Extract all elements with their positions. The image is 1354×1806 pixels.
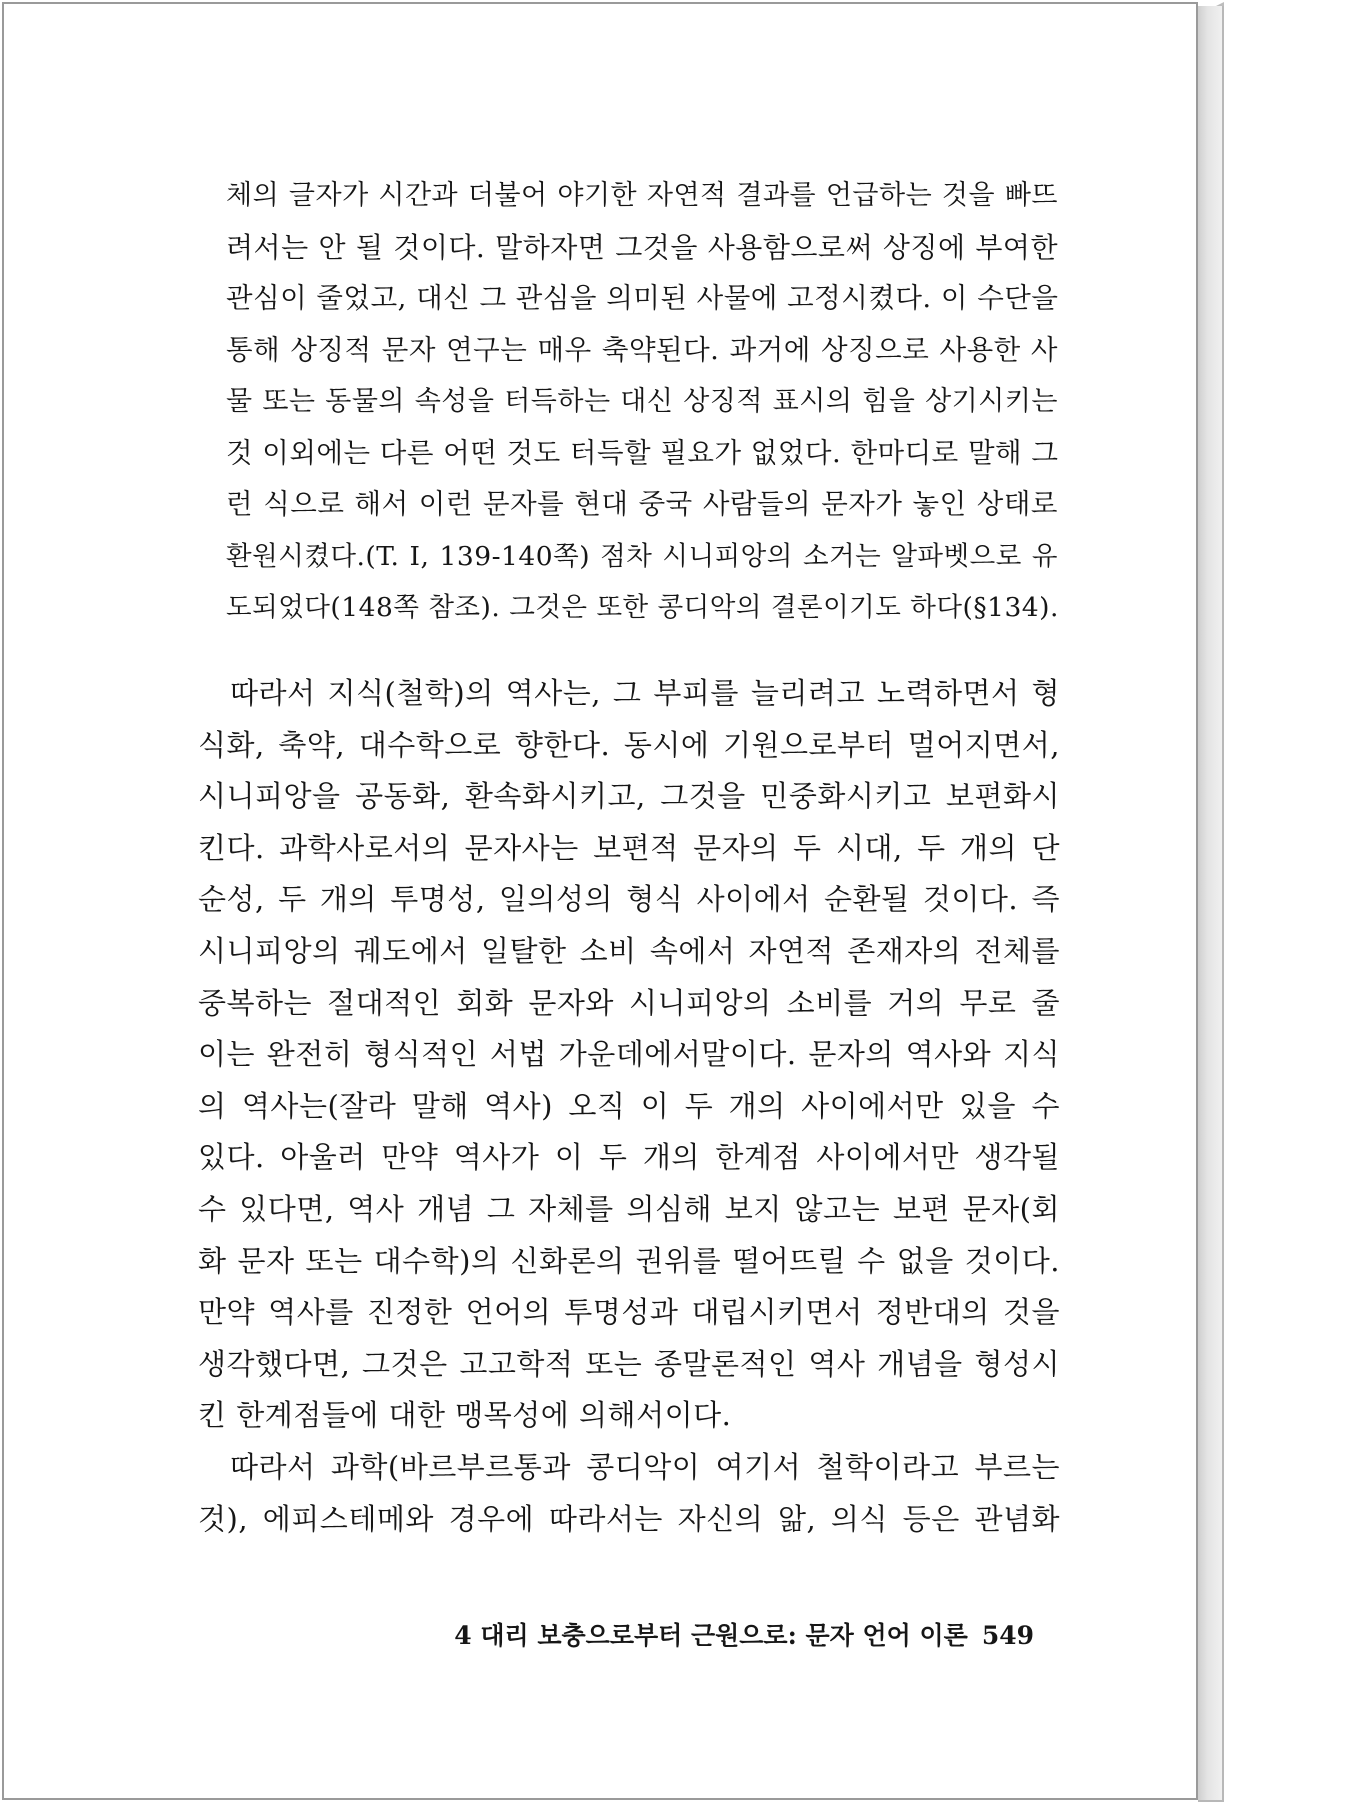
quote-line: 환원시켰다.(T. I, 139-140쪽) 점차 시니피앙의 소거는 알파벳으로 유 (226, 540, 1058, 572)
paragraph-line: 순성, 두 개의 투명성, 일의성의 형식 사이에서 순환될 것이다. 즉 (198, 882, 1060, 917)
quote-line: 체의 글자가 시간과 더불어 야기한 자연적 결과를 언급하는 것을 빠뜨 (226, 180, 1058, 211)
paragraph-line: 따라서 과학(바르부르통과 콩디악이 여기서 철학이라고 부르는 (230, 1449, 1060, 1484)
paragraph-line: 것), 에피스테메와 경우에 따라서는 자신의 앎, 의식 등은 관념화 (198, 1501, 1060, 1536)
paragraph-line: 시니피앙을 공동화, 환속화시키고, 그것을 민중화시키고 보편화시 (198, 779, 1060, 814)
main-text (198, 668, 1060, 1545)
paragraph-line: 따라서 지식(철학)의 역사는, 그 부피를 늘리려고 노력하면서 형 (230, 676, 1060, 710)
quote-line: 려서는 안 될 것이다. 말하자면 그것을 사용함으로써 상징에 부여한 (226, 230, 1058, 264)
quote-line: 통해 상징적 문자 연구는 매우 축약된다. 과거에 상징으로 사용한 사 (226, 333, 1058, 366)
paragraph-line: 만약 역사를 진정한 언어의 투명성과 대립시키면서 정반대의 것을 (198, 1295, 1060, 1330)
paragraph-line: 중복하는 절대적인 회화 문자와 시니피앙의 소비를 거의 무로 줄 (198, 985, 1060, 1020)
quote-line: 도되었다(148쪽 참조). 그것은 또한 콩디악의 결론이기도 하다(§134). (226, 592, 1059, 623)
quote-line: 것 이외에는 다른 어떤 것도 터득할 필요가 없었다. 한마디로 말해 그 (226, 436, 1059, 469)
paragraph-line: 있다. 아울러 만약 역사가 이 두 개의 한계점 사이에서만 생각될 (198, 1140, 1060, 1175)
paragraph-1 (198, 668, 1060, 1442)
paragraph-line: 식화, 축약, 대수학으로 향한다. 동시에 기원으로부터 멀어지면서, (198, 727, 1060, 762)
paragraph-line: 킨 한계점들에 대한 맹목성에 의해서이다. (198, 1398, 732, 1433)
paragraph-line: 킨다. 과학사로서의 문자사는 보편적 문자의 두 시대, 두 개의 단 (198, 830, 1060, 865)
quote-line: 관심이 줄었고, 대신 그 관심을 의미된 사물에 고정시켰다. 이 수단을 (226, 282, 1059, 314)
paragraph-line: 생각했다면, 그것은 고고학적 또는 종말론적인 역사 개념을 형성시 (198, 1346, 1060, 1381)
page-number: 549 (981, 1621, 1034, 1650)
running-footer (454, 1616, 1034, 1652)
page-edge (1198, 6, 1224, 1802)
block-quote (226, 170, 1058, 634)
paragraph-line: 이는 완전히 형식적인 서법 가운데에서말이다. 문자의 역사와 지식 (198, 1037, 1060, 1072)
quote-line: 런 식으로 해서 이런 문자를 현대 중국 사람들의 문자가 놓인 상태로 (226, 488, 1058, 520)
chapter-title: 4 대리 보충으로부터 근원으로: 문자 언어 이론 (454, 1621, 968, 1650)
paragraph-line: 화 문자 또는 대수학)의 신화론의 권위를 떨어뜨릴 수 없을 것이다. (198, 1243, 1060, 1278)
quote-line: 물 또는 동물의 속성을 터득하는 대신 상징적 표시의 힘을 상기시키는 (226, 386, 1058, 417)
paragraph-line: 수 있다면, 역사 개념 그 자체를 의심해 보지 않고는 보편 문자(회 (198, 1191, 1060, 1226)
paragraph-line: 의 역사는(잘라 말해 역사) 오직 이 두 개의 사이에서만 있을 수 (198, 1088, 1060, 1123)
paragraph-line: 시니피앙의 궤도에서 일탈한 소비 속에서 자연적 존재자의 전체를 (198, 933, 1060, 968)
paragraph-2 (198, 1442, 1060, 1545)
